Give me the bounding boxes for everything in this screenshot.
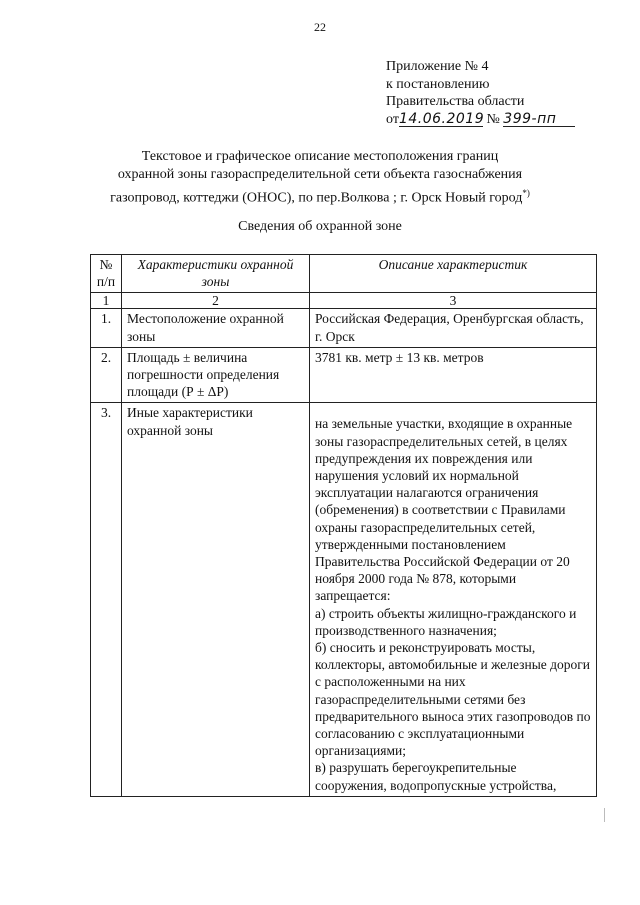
description-paragraph: 3781 кв. метр ± 13 кв. метров	[315, 349, 484, 365]
appendix-line-3: Правительства области	[386, 94, 525, 109]
table-row	[91, 347, 597, 403]
number-prefix: №	[486, 111, 500, 127]
title-line-2: охранной зоны газораспределительной сети объекта газоснабжения	[117, 167, 523, 182]
description-paragraph: в) разрушать берегоукрепительные сооружения, водопропускные устройства,	[315, 760, 557, 793]
column-index-2: 2	[122, 293, 310, 309]
row-characteristic: Иные характеристики охранной зоны	[122, 403, 310, 796]
page-number: 22	[314, 20, 326, 34]
header-num: № п/п	[91, 255, 122, 293]
column-index-row	[91, 293, 597, 309]
row-characteristic: Местоположение охранной зоны	[122, 309, 310, 347]
header-characteristic: Характеристики охранной зоны	[122, 255, 310, 293]
column-index-3: 3	[310, 293, 597, 309]
row-description	[310, 347, 597, 403]
column-index-1: 1	[91, 293, 122, 309]
description-paragraph: Российская Федерация, Оренбургская область, г. Орск	[315, 311, 584, 344]
description-paragraph: б) сносить и реконструировать мосты, коллекторы, автомобильные и железные дороги с расположенными на них газораспределительными сетями без предварительного выноса этих газопроводов по согласованию с эксплуатационными организациями;	[315, 640, 591, 759]
row-num: 2.	[91, 347, 122, 403]
table-header-row	[91, 255, 597, 293]
title-line-3-text: газопровод, коттеджи (ОНОС), по пер.Волкова ; г. Орск Новый город	[110, 190, 523, 206]
description-paragraph: на земельные участки, входящие в охранные зоны газораспределительных сетей, в целях предупреждения их повреждения или нарушения условий их нормальной эксплуатации налагаются ограничения (обременения) в соответствии с Правилами охраны газораспределительных сетей, утвержденными постановлением Правительства Российской Федерации от 20 ноября 2000 года № 878, которыми запрещается:	[315, 416, 573, 604]
title-line-3	[60, 184, 580, 208]
document-title	[60, 148, 580, 208]
row-num: 1.	[91, 309, 122, 347]
footnote-mark: *)	[522, 188, 530, 198]
row-characteristic: Площадь ± величина погрешности определения площади (Р ± ΔР)	[122, 347, 310, 403]
table-row	[91, 403, 597, 796]
protected-zone-table	[90, 254, 597, 797]
table-row	[91, 309, 597, 347]
header-description: Описание характеристик	[310, 255, 597, 293]
row-description	[310, 403, 597, 796]
row-num: 3.	[91, 403, 122, 796]
handwritten-number: 399-пп	[503, 113, 575, 127]
row-description	[310, 309, 597, 347]
scan-artifact	[604, 808, 605, 822]
handwritten-date: 14.06.2019	[398, 110, 485, 127]
appendix-header	[386, 58, 626, 128]
section-subtitle: Сведения об охранной зоне	[238, 219, 402, 234]
title-line-1: Текстовое и графическое описание местоположения границ	[141, 149, 499, 164]
appendix-line-2: к постановлению	[386, 76, 490, 92]
date-prefix: от	[386, 111, 399, 127]
appendix-date-line	[386, 111, 626, 129]
description-paragraph: а) строить объекты жилищно-гражданского и производственного назначения;	[315, 605, 577, 638]
appendix-line-1: Приложение № 4	[386, 59, 489, 74]
